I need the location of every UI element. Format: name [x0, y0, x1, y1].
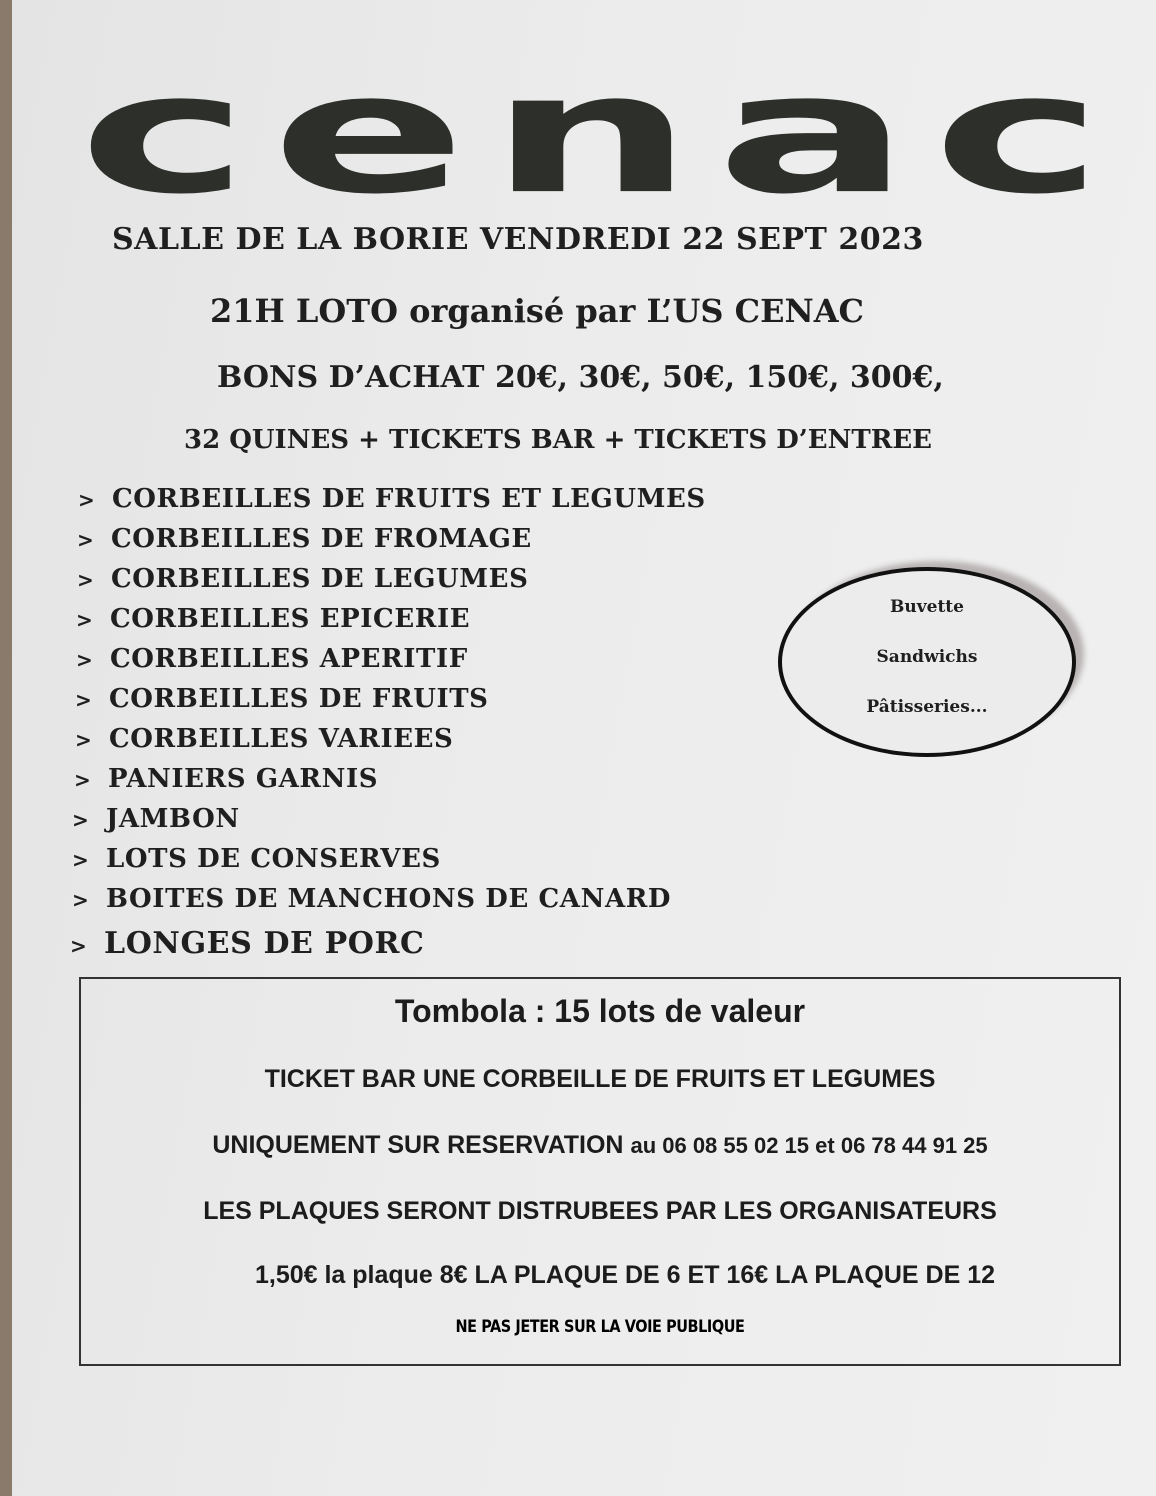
list-item: > CORBEILLES DE FRUITS ET LEGUMES	[78, 484, 706, 514]
arrow-icon: >	[72, 808, 90, 832]
arrow-icon: >	[75, 728, 93, 752]
arrow-icon: >	[77, 568, 95, 592]
plaques-line: LES PLAQUES SERONT DISTRUBEES PAR LES ORGANISATEURS	[203, 1197, 997, 1225]
list-item: > CORBEILLES DE LEGUMES	[77, 564, 529, 594]
reservation-line	[81, 1131, 1119, 1160]
list-item: > LOTS DE CONSERVES	[72, 844, 441, 874]
poster	[12, 0, 1156, 1496]
list-item: > JAMBON	[72, 804, 240, 834]
list-item: > CORBEILLES DE FRUITS	[75, 684, 489, 714]
list-item: > CORBEILLES VARIEES	[75, 724, 454, 754]
tombola-line: Tombola : 15 lots de valeur	[394, 993, 806, 1029]
arrow-icon: >	[76, 648, 94, 672]
list-item: > CORBEILLES DE FROMAGE	[77, 524, 532, 554]
list-item: > PANIERS GARNIS	[74, 764, 379, 794]
arrow-icon: >	[74, 768, 92, 792]
buvette-label: Buvette	[890, 597, 964, 617]
buvette-oval	[778, 567, 1076, 757]
prix-line: 1,50€ la plaque 8€ LA PLAQUE DE 6 ET 16€ LA PLAQUE DE 12	[254, 1261, 996, 1289]
arrow-icon: >	[75, 688, 93, 712]
sandwichs-label: Sandwichs	[876, 647, 978, 667]
patisseries-label: Pâtisseries...	[866, 697, 988, 717]
notice-line: NE PAS JETER SUR LA VOIE PUBLIQUE	[455, 1317, 745, 1337]
arrow-icon: >	[72, 848, 90, 872]
ticket-bar-line: TICKET BAR UNE CORBEILLE DE FRUITS ET LEGUMES	[264, 1065, 936, 1093]
list-item: > BOITES DE MANCHONS DE CANARD	[72, 884, 672, 914]
reservation-phones: au 06 08 55 02 15 et 06 78 44 91 25	[630, 1133, 988, 1158]
list-item: > LONGES DE PORC	[70, 926, 425, 961]
arrow-icon: >	[77, 528, 95, 552]
info-box	[79, 977, 1121, 1366]
loto-line: 21H LOTO organisé par L’US CENAC	[210, 292, 864, 330]
arrow-icon: >	[76, 608, 94, 632]
event-line: SALLE DE LA BORIE VENDREDI 22 SEPT 2023	[112, 222, 924, 257]
bons-achat-line: BONS D’ACHAT 20€, 30€, 50€, 150€, 300€,	[217, 360, 944, 395]
arrow-icon: >	[70, 934, 88, 958]
list-item: > CORBEILLES APERITIF	[76, 644, 468, 674]
poster-title: cenac	[78, 38, 1126, 231]
arrow-icon: >	[78, 488, 96, 512]
reservation-label: UNIQUEMENT SUR RESERVATION	[212, 1131, 624, 1159]
list-item: > CORBEILLES EPICERIE	[76, 604, 471, 634]
arrow-icon: >	[72, 888, 90, 912]
quines-line: 32 QUINES + TICKETS BAR + TICKETS D’ENTREE	[184, 425, 932, 455]
